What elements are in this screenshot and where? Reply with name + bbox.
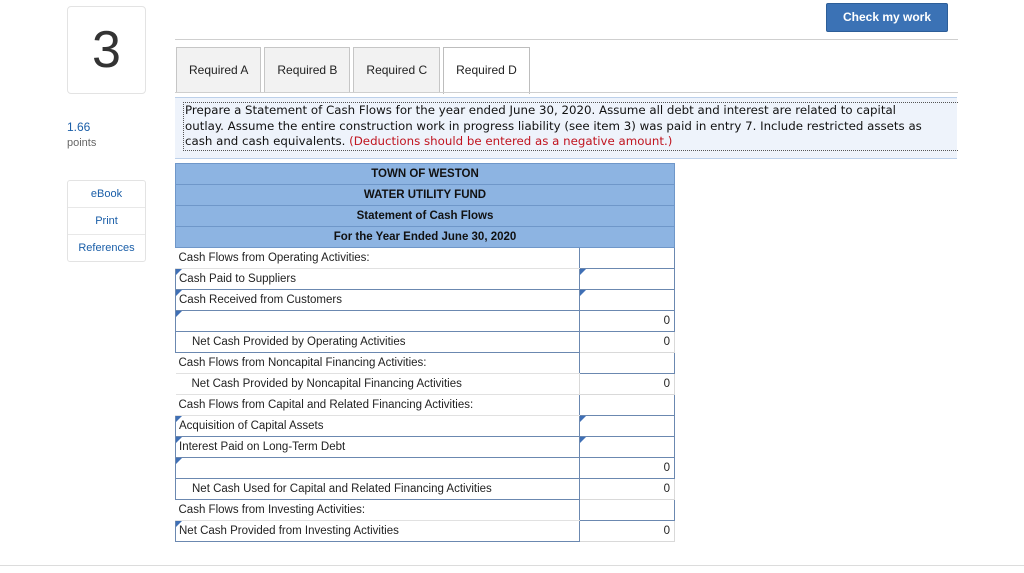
dropdown-flag-icon xyxy=(176,458,182,464)
total-value: 0 xyxy=(580,521,675,542)
question-number: 3 xyxy=(67,6,146,94)
amount-input[interactable] xyxy=(580,353,675,374)
tab-required-c[interactable]: Required C xyxy=(353,47,440,93)
amount-input[interactable] xyxy=(580,458,675,479)
instructions-note: (Deductions should be entered as a negative amount.) xyxy=(349,134,673,148)
amount-input[interactable] xyxy=(580,269,675,290)
dropdown-flag-icon xyxy=(580,416,586,422)
dropdown-flag-icon xyxy=(176,437,182,443)
row-label: Cash Flows from Operating Activities: xyxy=(176,248,580,269)
table-row xyxy=(176,395,675,416)
row-label: Cash Flows from Investing Activities: xyxy=(176,500,580,521)
table-row xyxy=(176,290,675,311)
dropdown-flag-icon xyxy=(176,416,182,422)
row-label-text: Interest Paid on Long-Term Debt xyxy=(179,441,346,453)
row-label: Cash Flows from Noncapital Financing Activities: xyxy=(176,353,580,374)
amount-input[interactable] xyxy=(580,395,675,416)
row-label: Net Cash Provided by Noncapital Financing Activities xyxy=(176,374,580,395)
amount-input[interactable] xyxy=(580,416,675,437)
row-label: Net Cash Provided by Operating Activities xyxy=(176,332,580,353)
table-row xyxy=(176,479,675,500)
tab-bar xyxy=(176,47,533,93)
references-link[interactable]: References xyxy=(78,242,135,254)
table-row xyxy=(176,500,675,521)
row-label-dropdown[interactable] xyxy=(176,458,580,479)
tab-required-d[interactable]: Required D xyxy=(443,47,530,94)
divider xyxy=(175,39,958,40)
row-label-dropdown[interactable] xyxy=(176,269,580,290)
instructions-line-2: outlay. Assume the entire construction work in progress liability (see item 3) was paid in entry 7. Include restricted assets as xyxy=(185,118,922,133)
row-label-text: Net Cash Provided from Investing Activities xyxy=(179,525,399,537)
amount-input[interactable] xyxy=(580,311,675,332)
tab-required-a[interactable]: Required A xyxy=(176,47,261,93)
ebook-link[interactable]: eBook xyxy=(68,181,145,208)
amount-input[interactable] xyxy=(580,437,675,458)
dropdown-flag-icon xyxy=(580,269,586,275)
table-row xyxy=(176,437,675,458)
instructions-line-1: Prepare a Statement of Cash Flows for the year ended June 30, 2020. Assume all debt and interest are related to capital xyxy=(185,103,896,117)
cash-flow-statement-table xyxy=(175,163,675,542)
dropdown-flag-icon xyxy=(176,290,182,296)
amount-value: 0 xyxy=(663,315,670,327)
side-links xyxy=(67,180,146,262)
check-my-work-button[interactable]: Check my work xyxy=(826,3,948,32)
statement-header-period: For the Year Ended June 30, 2020 xyxy=(176,227,675,248)
dropdown-flag-icon xyxy=(176,521,182,527)
divider xyxy=(175,92,958,93)
tab-required-b[interactable]: Required B xyxy=(264,47,350,93)
table-row xyxy=(176,269,675,290)
divider xyxy=(0,565,1024,566)
question-score: 1.66 xyxy=(67,120,91,134)
print-link[interactable]: Print xyxy=(68,208,145,235)
statement-header-title: Statement of Cash Flows xyxy=(176,206,675,227)
instructions-text xyxy=(183,102,958,151)
total-value: 0 xyxy=(580,374,675,395)
amount-input[interactable] xyxy=(580,248,675,269)
amount-input[interactable] xyxy=(580,500,675,521)
amount-input[interactable] xyxy=(580,290,675,311)
dropdown-flag-icon xyxy=(176,311,182,317)
points-label: points xyxy=(67,137,97,149)
table-row xyxy=(176,458,675,479)
dropdown-flag-icon xyxy=(580,437,586,443)
amount-value: 0 xyxy=(663,462,670,474)
row-label: Net Cash Used for Capital and Related Financing Activities xyxy=(176,479,580,500)
dropdown-flag-icon xyxy=(580,290,586,296)
statement-header-fund: WATER UTILITY FUND xyxy=(176,185,675,206)
table-row xyxy=(176,521,675,542)
dropdown-flag-icon xyxy=(176,269,182,275)
table-row xyxy=(176,353,675,374)
row-label-text: Acquisition of Capital Assets xyxy=(179,420,324,432)
instructions-line-3 xyxy=(185,134,958,150)
table-row xyxy=(176,416,675,437)
total-value: 0 xyxy=(580,332,675,353)
row-label-dropdown[interactable] xyxy=(176,416,580,437)
table-row xyxy=(176,311,675,332)
row-label-dropdown[interactable] xyxy=(176,290,580,311)
table-row xyxy=(176,248,675,269)
row-label-text: Cash Received from Customers xyxy=(179,294,342,306)
instructions-line-3-text: cash and cash equivalents. xyxy=(185,134,346,148)
table-row xyxy=(176,374,675,395)
statement-header-entity: TOWN OF WESTON xyxy=(176,164,675,185)
total-value: 0 xyxy=(580,479,675,500)
row-label-dropdown[interactable] xyxy=(176,437,580,458)
table-row xyxy=(176,332,675,353)
row-label-dropdown[interactable] xyxy=(176,521,580,542)
row-label-text: Cash Paid to Suppliers xyxy=(179,273,296,285)
row-label-dropdown[interactable] xyxy=(176,311,580,332)
row-label: Cash Flows from Capital and Related Financing Activities: xyxy=(176,395,580,416)
